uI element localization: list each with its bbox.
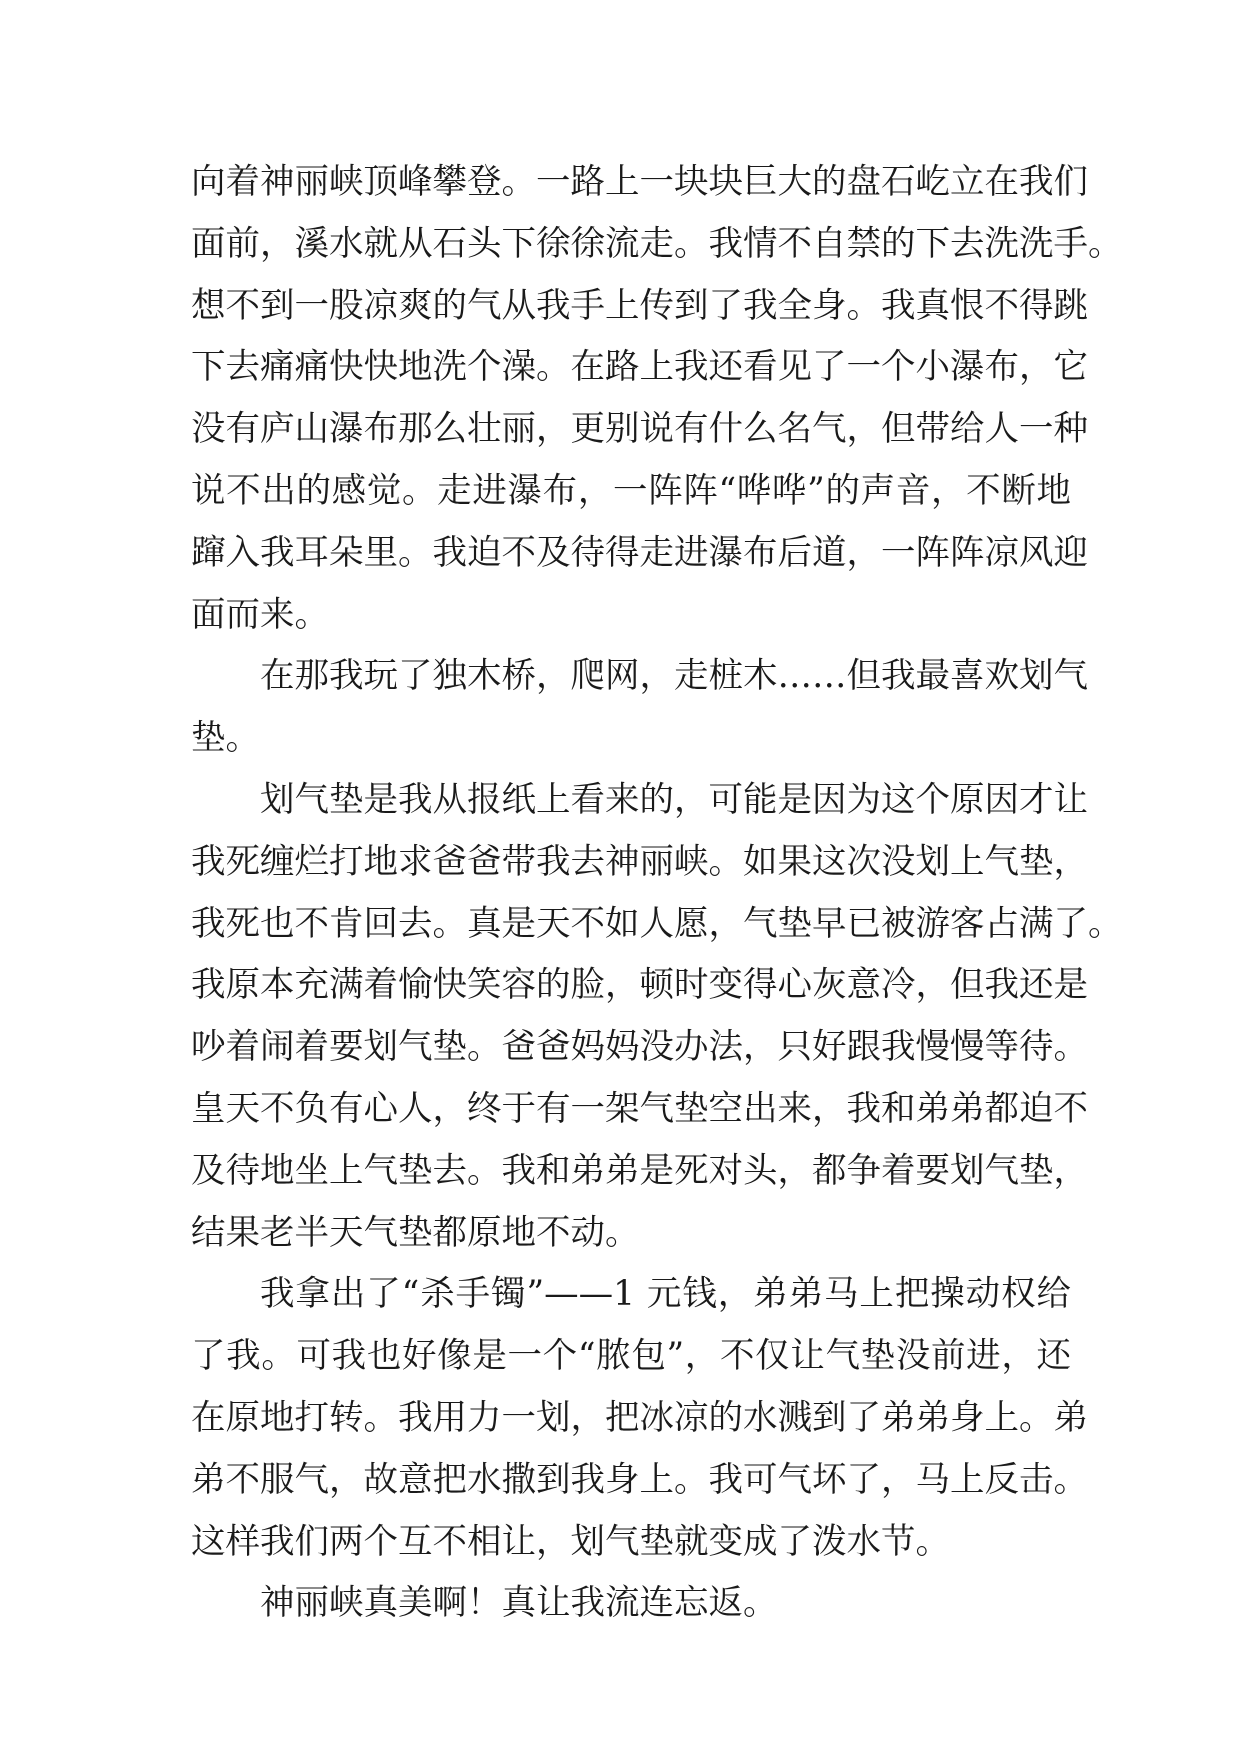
paragraph-first-line: 我拿出了“杀手镯”——1 元钱，弟弟马上把操动权给 — [260, 1274, 1071, 1315]
text-line: 弟不服气，故意把水撒到我身上。我可气坏了，马上反击。 — [191, 1459, 1088, 1500]
text-line: 皇天不负有心人，终于有一架气垫空出来，我和弟弟都迫不 — [191, 1088, 1088, 1129]
text-line: 没有庐山瀑布那么壮丽，更别说有什么名气，但带给人一种 — [191, 409, 1088, 450]
text-line: 下去痛痛快快地洗个澡。在路上我还看见了一个小瀑布，它 — [191, 347, 1088, 388]
text-line: 垫。 — [191, 718, 260, 759]
text-line: 了我。可我也好像是一个“脓包”，不仅让气垫没前进，还 — [191, 1336, 1071, 1377]
paragraph-first-line: 在那我玩了独木桥，爬网，走桩木……但我最喜欢划气 — [260, 656, 1088, 697]
text-line: 向着神丽峡顶峰攀登。一路上一块块巨大的盘石屹立在我们 — [191, 162, 1088, 202]
text-line: 在原地打转。我用力一划，把冰凉的水溅到了弟弟身上。弟 — [191, 1397, 1088, 1438]
text-line: 及待地坐上气垫去。我和弟弟是死对头，都争着要划气垫， — [191, 1150, 1088, 1191]
paragraph-first-line: 划气垫是我从报纸上看来的，可能是因为这个原因才让 — [260, 779, 1088, 820]
text-line: 我死也不肯回去。真是天不如人愿，气垫早已被游客占满了。 — [191, 903, 1123, 944]
text-line: 面前，溪水就从石头下徐徐流走。我情不自禁的下去洗洗手。 — [191, 223, 1123, 264]
essay-body — [191, 152, 1123, 1635]
text-line: 想不到一股凉爽的气从我手上传到了我全身。我真恨不得跳 — [191, 285, 1088, 326]
text-line: 面而来。 — [191, 594, 329, 635]
text-line: 蹿入我耳朵里。我迫不及待得走进瀑布后道，一阵阵凉风迎 — [191, 532, 1088, 573]
text-line: 说不出的感觉。走进瀑布，一阵阵“哗哗”的声音，不断地 — [191, 470, 1071, 511]
text-line: 我原本充满着愉快笑容的脸，顿时变得心灰意冷，但我还是 — [191, 965, 1088, 1006]
paragraph-first-line: 神丽峡真美啊！真让我流连忘返。 — [260, 1583, 778, 1624]
text-line: 我死缠烂打地求爸爸带我去神丽峡。如果这次没划上气垫， — [191, 841, 1088, 882]
text-line: 结果老半天气垫都原地不动。 — [191, 1212, 640, 1253]
text-line: 吵着闹着要划气垫。爸爸妈妈没办法，只好跟我慢慢等待。 — [191, 1027, 1088, 1068]
text-line: 这样我们两个互不相让，划气垫就变成了泼水节。 — [191, 1521, 950, 1562]
